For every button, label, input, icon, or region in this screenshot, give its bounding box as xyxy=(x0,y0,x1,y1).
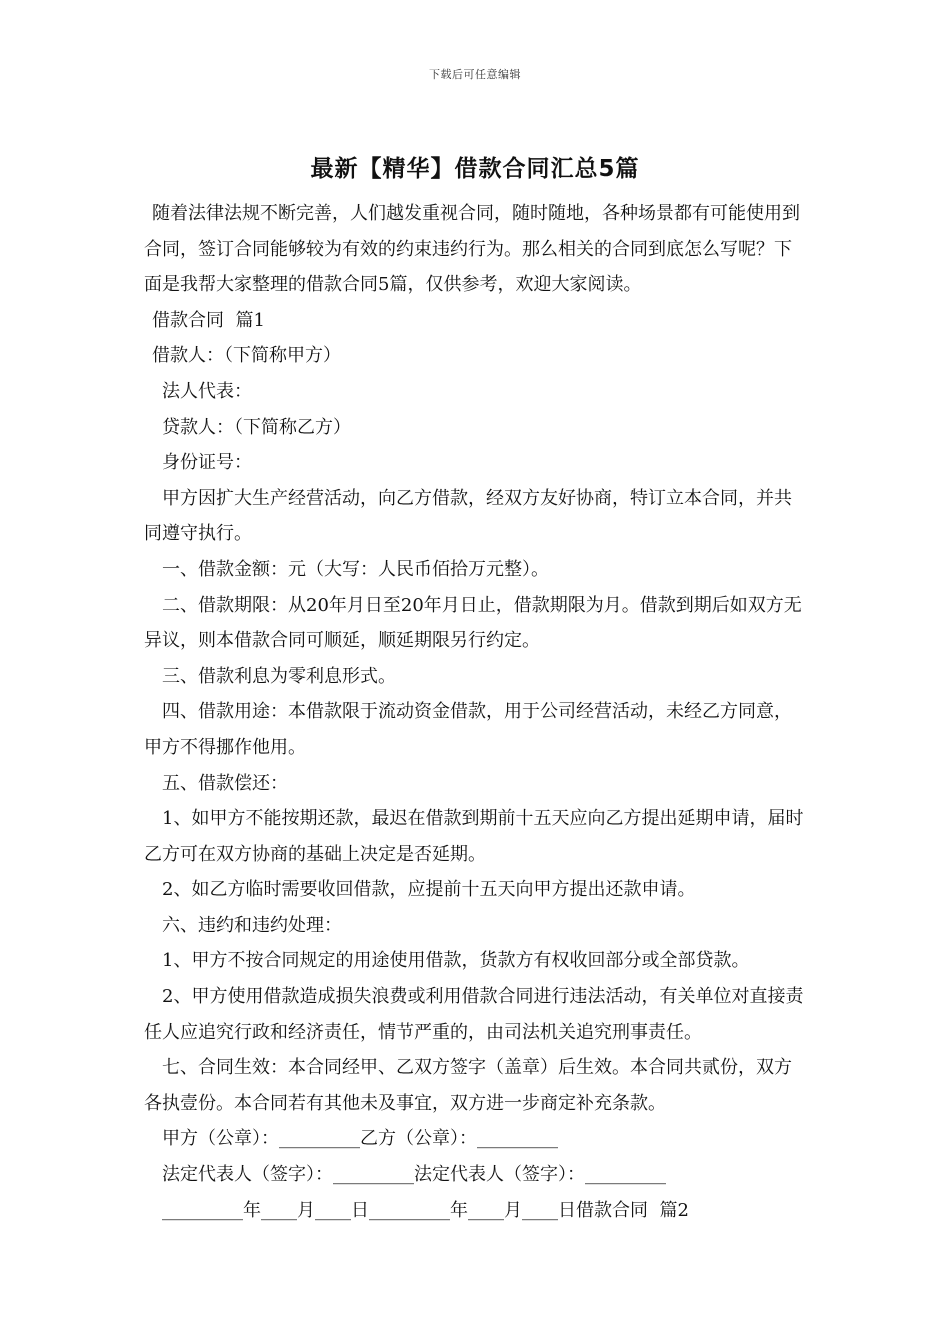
document-title: 最新【精华】借款合同汇总5篇 xyxy=(310,156,640,182)
paragraph: 1、如甲方不能按期还款，最迟在借款到期前十五天应向乙方提出延期申请，届时乙方可在双方协商的基础上决定是否延期。 xyxy=(144,808,804,865)
document-body xyxy=(144,196,808,1228)
paragraph: 六、违约和违约处理： xyxy=(162,914,342,936)
paragraph: 身份证号： xyxy=(162,452,252,474)
paragraph: _________年____月____日_________年____月____日借款合同 篇2 xyxy=(162,1199,689,1221)
paragraph: 1、甲方不按合同规定的用途使用借款，货款方有权收回部分或全部贷款。 xyxy=(162,950,750,972)
paragraph: 法定代表人（签字）：_________法定代表人（签字）：_________ xyxy=(162,1164,666,1186)
paragraph: 贷款人：（下简称乙方） xyxy=(162,416,351,438)
paragraph: 七、合同生效：本合同经甲、乙双方签字（盖章）后生效。本合同共贰份，双方各执壹份。本合同若有其他未及事宜，双方进一步商定补充条款。 xyxy=(144,1057,792,1114)
paragraph: 甲方因扩大生产经营活动，向乙方借款，经双方友好协商，特订立本合同，并共同遵守执行。 xyxy=(144,487,792,545)
paragraph: 三、借款利息为零利息形式。 xyxy=(162,665,396,687)
paragraph: 借款人：（下简称甲方） xyxy=(152,345,341,367)
paragraph: 五、借款偿还： xyxy=(162,772,288,794)
header-note: 下载后可任意编辑 xyxy=(429,68,521,81)
paragraph: 甲方（公章）：_________乙方（公章）：_________ xyxy=(162,1128,558,1150)
paragraph: 法人代表： xyxy=(162,380,252,402)
paragraph: 一、借款金额：元（大写：人民币佰拾万元整）。 xyxy=(162,558,549,580)
paragraph: 随着法律法规不断完善，人们越发重视合同，随时随地，各种场景都有可能使用到合同，签订合同能够较为有效的约束违约行为。那么相关的合同到底怎么写呢？下面是我帮大家整理的借款合同5篇，仅供参考，欢迎大家阅读。 xyxy=(144,203,800,296)
paragraph: 2、如乙方临时需要收回借款，应提前十五天向甲方提出还款申请。 xyxy=(162,879,696,901)
paragraph: 四、借款用途：本借款限于流动资金借款，用于公司经营活动，未经乙方同意，甲方不得挪作他用。 xyxy=(144,701,792,758)
paragraph: 二、借款期限：从20年月日至20年月日止，借款期限为月。借款到期后如双方无异议，则本借款合同可顺延，顺延期限另行约定。 xyxy=(144,594,802,652)
paragraph: 2、甲方使用借款造成损失浪费或利用借款合同进行违法活动，有关单位对直接责任人应追究行政和经济责任，情节严重的，由司法机关追究刑事责任。 xyxy=(144,986,804,1043)
paragraph: 借款合同 篇1 xyxy=(152,309,265,331)
